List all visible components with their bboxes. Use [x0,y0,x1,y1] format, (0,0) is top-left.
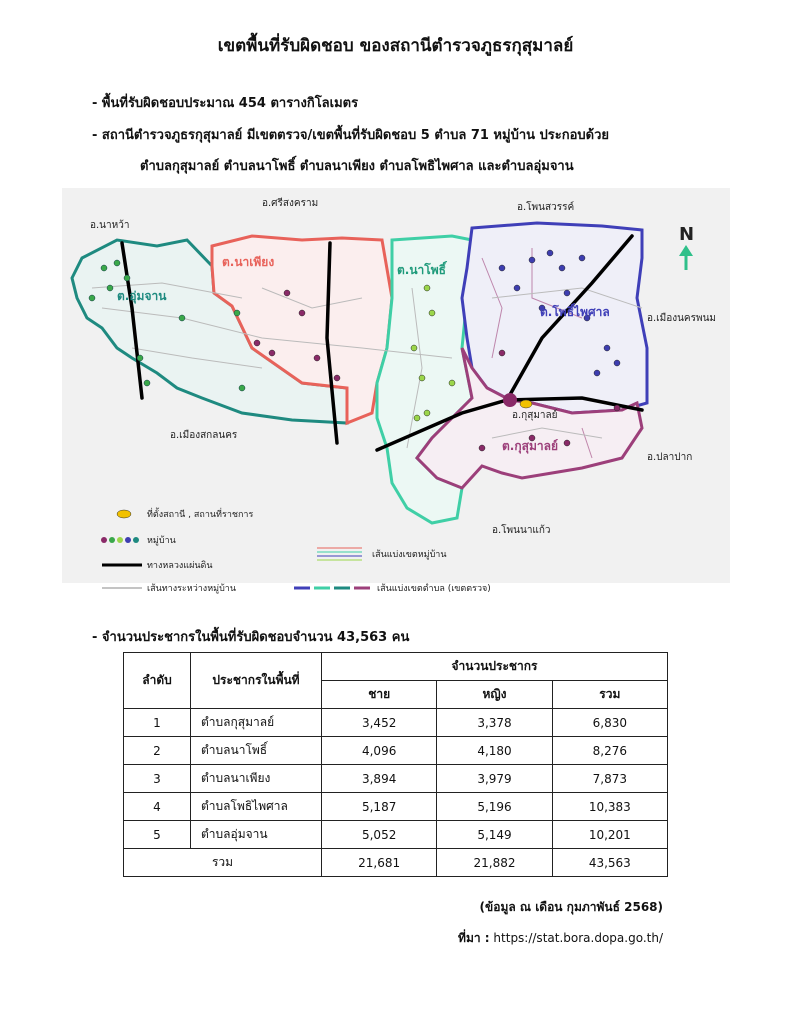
area-map [62,188,730,594]
label-pho-phaisan: ต.โพธิ์ไพศาล [540,305,610,319]
label-district: อ.กุสุมาลย์ [512,410,558,421]
label-na-wa: อ.นาหว้า [90,220,130,231]
header-female: หญิง [437,681,552,709]
legend-subdistrict-boundary: เส้นแบ่งเขตตำบล (เขตตรวจ) [377,584,491,594]
header-total: รวม [552,681,667,709]
legend-highway: ทางหลวงแผ่นดิน [147,561,213,571]
station-bullet: - สถานีตำรวจภูธรกุสุมาลย์ มีเขตตรวจ/เขตพื้นที่รับผิดชอบ 5 ตำบล 71 หมู่บ้าน ประกอบด้วย [92,128,610,143]
source-label: ที่มา : [458,931,490,945]
population-bullet: - จำนวนประชากรในพื้นที่รับผิดชอบจำนวน 43,563 คน [92,630,410,645]
header-population-in-area: ประชากรในพื้นที่ [191,653,322,709]
table-row: 1 ตำบลกุสุมาลย์ 3,452 3,378 6,830 [124,709,668,737]
station-marker [520,400,532,408]
legend-village: หมู่บ้าน [147,536,176,546]
header-order: ลำดับ [124,653,191,709]
area-bullet: - พื้นที่รับผิดชอบประมาณ 454 ตารางกิโลเมตร [92,96,359,111]
label-kusuman: ต.กุสุมาลย์ [502,439,558,453]
legend-village-road: เส้นทางระหว่างหมู่บ้าน [147,584,236,594]
table-sum-row: รวม 21,681 21,882 43,563 [124,849,668,877]
population-table [123,652,668,877]
district-centre-marker [503,393,517,407]
source-url[interactable]: https://stat.bora.dopa.go.th/ [493,931,663,945]
label-phon-sawan: อ.โพนสวรรค์ [517,202,575,213]
label-mueang-nakhon-phanom: อ.เมืองนครพนม [647,313,716,324]
data-date-note: (ข้อมูล ณ เดือน กุมภาพันธ์ 2568) [479,900,663,914]
legend-station: ที่ตั้งสถานี , สถานที่ราชการ [147,510,254,520]
label-na-pho: ต.นาโพธิ์ [397,263,446,277]
north-label: N [679,224,695,245]
header-male: ชาย [322,681,437,709]
label-na-phiang: ต.นาเพียง [222,255,275,269]
label-um-chan: ต.อุ่มจาน [117,289,167,303]
table-row: 4 ตำบลโพธิไพศาล 5,187 5,196 10,383 [124,793,668,821]
page-title: เขตพื้นที่รับผิดชอบ ของสถานีตำรวจภูธรกุสุมาลย์ [217,36,574,56]
legend-village-boundary: เส้นแบ่งเขตหมู่บ้าน [372,550,447,560]
label-mueang-sakon-nakhon: อ.เมืองสกลนคร [170,430,238,441]
header-population-count: จำนวนประชากร [322,653,668,681]
table-row: 3 ตำบลนาเพียง 3,894 3,979 7,873 [124,765,668,793]
source-line [458,929,663,948]
label-si-songkhram: อ.ศรีสงคราม [262,198,319,209]
label-phon-na-kaeo: อ.โพนนาแก้ว [492,525,551,536]
table-row: 2 ตำบลนาโพธิ์ 4,096 4,180 8,276 [124,737,668,765]
label-pla-pak: อ.ปลาปาก [647,452,693,463]
table-row: 5 ตำบลอุ่มจาน 5,052 5,149 10,201 [124,821,668,849]
station-bullet-continued: ตำบลกุสุมาลย์ ตำบลนาโพธิ์ ตำบลนาเพียง ตำบลโพธิไพศาล และตำบลอุ่มจาน [140,159,574,174]
